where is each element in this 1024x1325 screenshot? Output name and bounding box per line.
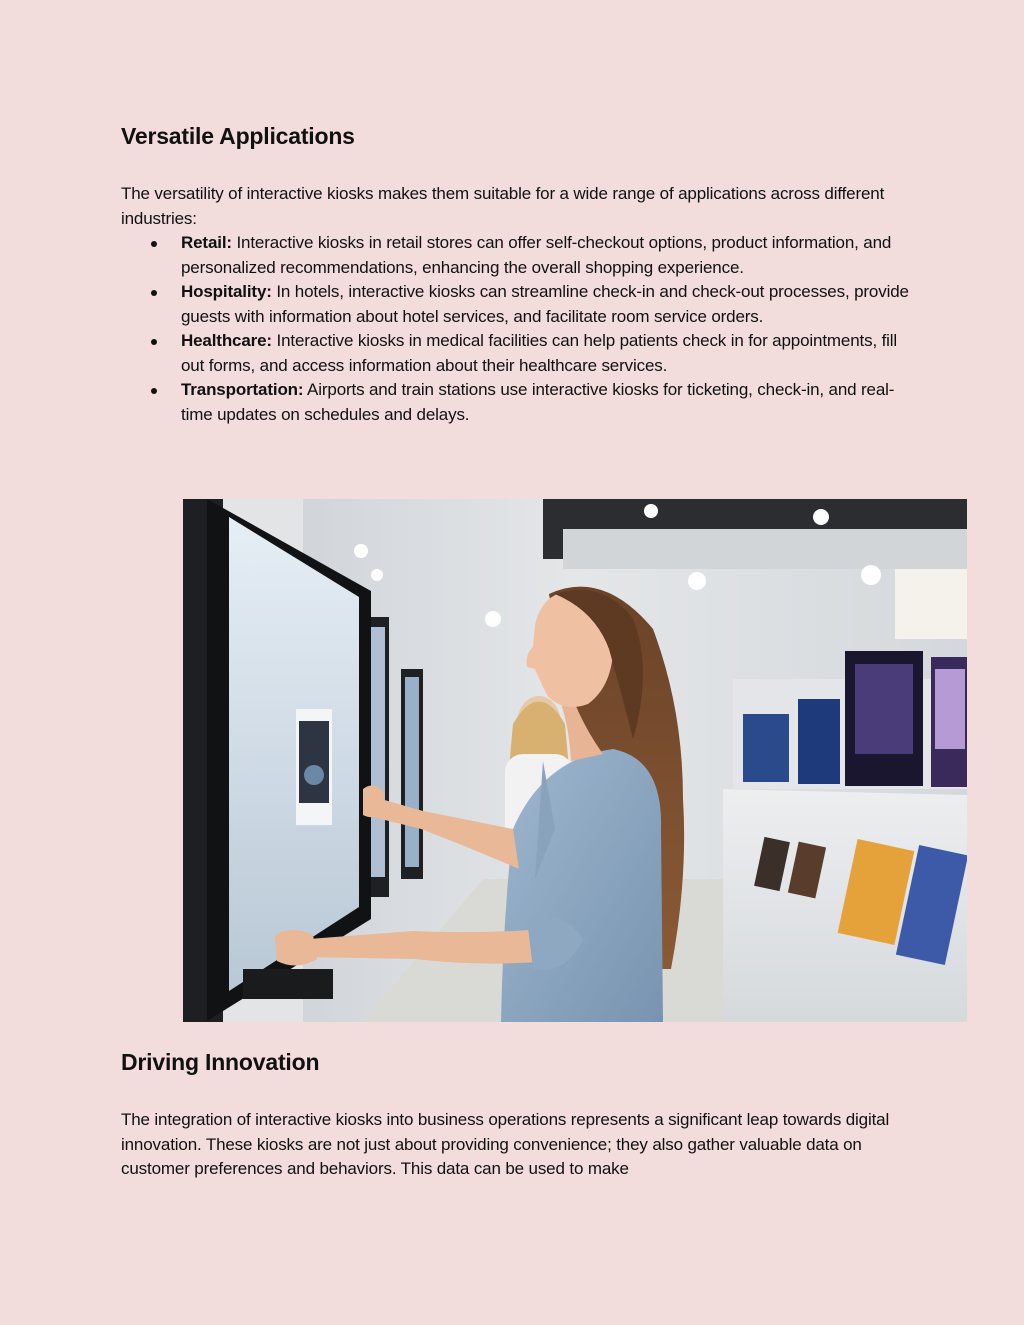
bullet-text: Airports and train stations use interactive kiosks for ticketing, check-in, and real-time updates on schedules and delays. [181,380,895,424]
list-item-retail [121,231,911,280]
list-item-transportation [121,378,911,427]
kiosk-photo [183,499,967,1022]
bullet-term: Transportation: [181,380,304,399]
bullet-icon [151,388,157,394]
driving-innovation-paragraph: The integration of interactive kiosks into business operations represents a significant leap towards digital innovation. These kiosks are not just about providing convenience; they also gather valuable data on customer preferences and behaviors. This data can be used to make [121,1110,890,1178]
section-intro-paragraph: The versatility of interactive kiosks makes them suitable for a wide range of applications across different industries: [121,184,885,228]
bullet-icon [151,241,157,247]
list-item-healthcare [121,329,911,378]
bullet-text: Interactive kiosks in medical facilities can help patients check in for appointments, fill out forms, and access information about their healthcare services. [181,331,898,375]
list-item-hospitality [121,280,911,329]
applications-bullet-list [121,231,911,427]
bullet-icon [151,339,157,345]
kiosk-photo-illustration [183,499,967,1022]
section-heading-driving-innovation: Driving Innovation [121,1049,320,1075]
bullet-icon [151,290,157,296]
bullet-term: Retail: [181,233,232,252]
section-heading-versatile-applications: Versatile Applications [121,123,355,149]
bullet-term: Hospitality: [181,282,272,301]
bullet-text: Interactive kiosks in retail stores can offer self-checkout options, product information, and personalized recommendations, enhancing the overall shopping experience. [181,233,892,277]
bullet-text: In hotels, interactive kiosks can streamline check-in and check-out processes, provide guests with information about hotel services, and facilitate room service orders. [181,282,909,326]
bullet-term: Healthcare: [181,331,272,350]
